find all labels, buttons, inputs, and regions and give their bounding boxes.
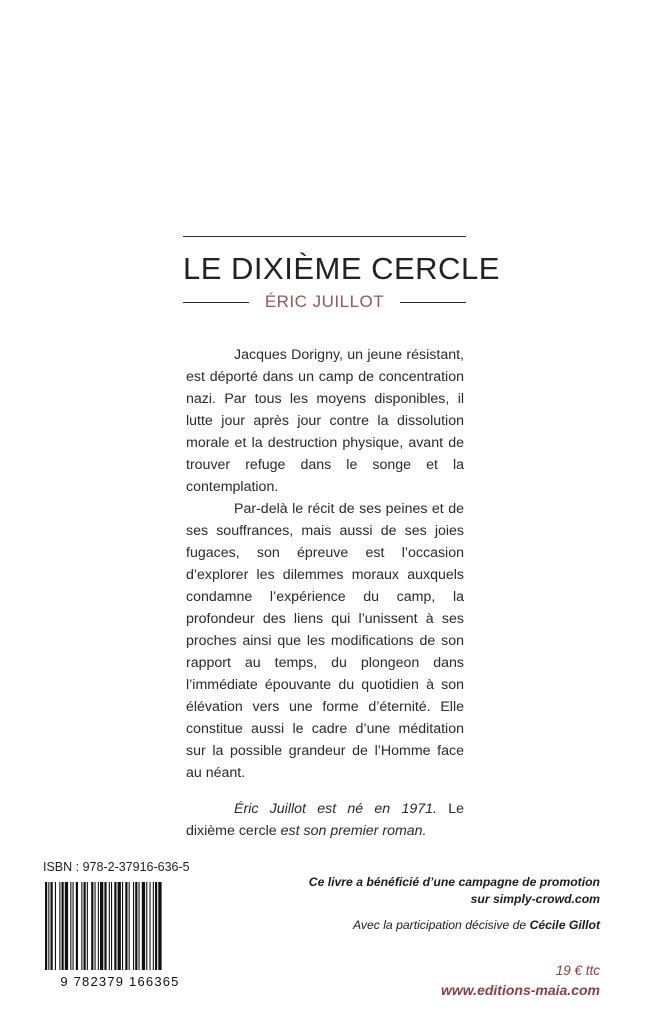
barcode-bar (142, 882, 145, 970)
barcode-bar (73, 882, 74, 970)
barcode-bar (48, 882, 49, 970)
blurb (186, 344, 464, 842)
barcode-bar (62, 882, 64, 970)
barcode-bar (111, 882, 112, 970)
barcode (43, 882, 198, 989)
barcode-bar (155, 882, 157, 970)
publisher-website[interactable]: www.editions-maia.com (441, 982, 600, 998)
promotion-line-2: sur simply-crowd.com (470, 892, 600, 906)
barcode-bar (70, 882, 71, 970)
barcode-bar (95, 882, 96, 970)
promotion-line-1: Ce livre a bénéficié d’une campagne de promotion (308, 875, 600, 889)
price: 19 € ttc (555, 963, 600, 978)
barcode-bar (76, 882, 78, 970)
author-bio-first-novel: est son premier roman. (276, 823, 427, 839)
barcode-bar (100, 882, 103, 970)
barcode-bar (45, 882, 47, 970)
barcode-bar (98, 882, 99, 970)
blurb-paragraph-2: Par-delà le récit de ses peines et de ses souffrances, mais aussi de ses joies fugaces, son épreuve est l’occasion d’explorer les dilemmes moraux auxquels condamne l’expérience du camp, la profondeur des liens qui l’unissent à ses proches ainsi que les modifications de son rapport au temps, du plongeon dans l’immédiate épouvante du quotidien à son élévation vers une forme d’éternité. Elle constitue aussi le cadre d’une méditation sur la possible grandeur de l’Homme face au néant. (186, 501, 464, 781)
author-bio (186, 798, 464, 842)
barcode-bar (87, 882, 88, 970)
barcode-bar (158, 882, 161, 970)
barcode-bar (135, 882, 137, 970)
barcode-digits: 9 782379 166365 (60, 974, 180, 989)
author-row (183, 291, 466, 313)
barcode-bar (122, 882, 123, 970)
barcode-bar (114, 882, 116, 970)
participation-prefix: Avec la participation décisive de (352, 918, 530, 932)
isbn-label: ISBN : 978-2-37916-636-5 (43, 860, 190, 874)
barcode-bar (139, 882, 140, 970)
author-bio-book-title: Le dixième cercle (186, 801, 465, 839)
barcode-bar (55, 882, 56, 970)
barcode-bar (81, 882, 82, 970)
barcode-bar (125, 882, 127, 970)
barcode-bar (51, 882, 53, 970)
barcode-bar (153, 882, 154, 970)
author-name: ÉRIC JUILLOT (264, 292, 385, 311)
barcode-bar (59, 882, 60, 970)
promotion-note (270, 874, 600, 908)
blurb-paragraph-1: Jacques Dorigny, un jeune résistant, est déporté dans un camp de concentration nazi. Par tous les moyens disponibles, il lutte jour après jour contre la dissolution morale et la destruction physique, avant de trouver refuge dans le songe et la contemplation. (186, 347, 464, 495)
title-top-rule (183, 236, 466, 237)
barcode-bar (65, 882, 68, 970)
participation-note (240, 918, 600, 932)
barcode-bar (104, 882, 106, 970)
author-right-rule (400, 302, 466, 303)
barcode-bar (146, 882, 147, 970)
barcode-bar (109, 882, 110, 970)
barcode-bar (91, 882, 93, 970)
author-left-rule (183, 302, 249, 303)
participation-name: Cécile Gillot (529, 918, 600, 932)
barcode-bar (129, 882, 130, 970)
barcode-bar (150, 882, 151, 970)
barcode-bar (133, 882, 134, 970)
barcode-graphic (43, 882, 198, 989)
barcode-bar (118, 882, 121, 970)
author-bio-birth: Éric Juillot est né en 1971. (234, 801, 437, 817)
barcode-bar (84, 882, 86, 970)
book-title: LE DIXIÈME CERCLE (183, 251, 500, 286)
